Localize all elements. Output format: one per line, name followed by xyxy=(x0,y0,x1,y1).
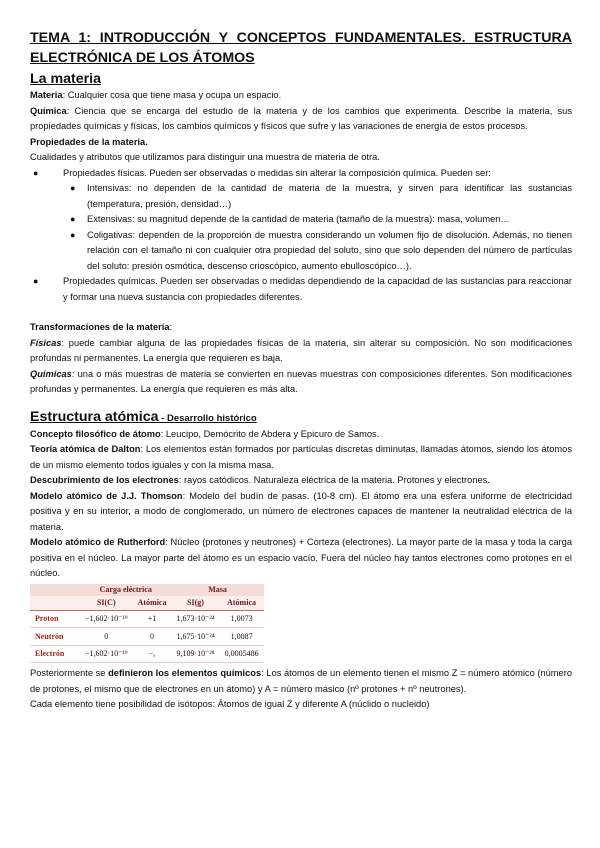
particle-table xyxy=(30,584,264,664)
header-atomic-mass: Atómica xyxy=(220,596,264,611)
list-item-extensive: ● Extensivas: su magnitud depende de la cantidad de materia (tamaño de la muestra): masa, volumen… xyxy=(70,214,510,224)
table-header-row xyxy=(30,596,264,611)
header-si-g: SI(g) xyxy=(171,596,219,611)
table-row: Proton −1,602·10⁻¹⁹ +1 1,673·10⁻²⁴ 1,0073 xyxy=(30,610,264,628)
electron-discovery: Descubrimiento de los electrones: rayos catódicos. Naturaleza eléctrica de la materia. Protones y electrones. xyxy=(30,475,490,485)
dalton-theory: Teoría atómica de Dalton: Los elementos están formados por partículas discretas diminutas, llamadas átomos, siendo los átomos de un mismo elemento todos iguales y con la misma masa. xyxy=(30,444,572,470)
list-item-intensive: ● Intensivas: no dependen de la cantidad de materia de la muestra, y sirven para identificar las sustancias (temperatura, presión, densidad…) xyxy=(70,183,572,209)
document-page xyxy=(30,28,572,713)
thomson-model: Modelo atómico de J.J. Thomson: Modelo del budín de pasas. (10-8 cm). El átomo era una esfera uniforme de electricidad positiva y en su interior, a modo de conglomerado, un número de electrones capaces de mantener la neutralidad eléctrica de la materia. xyxy=(30,490,572,532)
header-mass: Masa xyxy=(171,584,263,596)
header-si-c: SI(C) xyxy=(80,596,133,611)
chemical-elements-definition: Posteriormente se definieron los elementos químicos: Los átomos de un elemento tienen el mismo Z = número atómico (número de protones, el mismo que de electrones en un átomo) y A = número másico (nº protones + nº neutrones). xyxy=(30,668,572,694)
transformations-heading: Transformaciones de la materia: xyxy=(30,322,173,332)
table-row: Neutrón 0 0 1,675·10⁻²⁴ 1,0087 xyxy=(30,628,264,646)
rutherford-model: Modelo atómico de Rutherford: Núcleo (protones y neutrones) + Corteza (electrones). La mayor parte de la masa y toda la carga positiva en el núcleo. La mayor parte del átomo es un espacio vacío. Fuera del núcleo hay tantos electrones como protones en el núcleo. xyxy=(30,537,572,578)
list-item-chemical-properties: ● Propiedades químicas. Pueden ser observadas o medidas dependiendo de la capacidad de las sustancias para reaccionar y formar una nueva sustancia con propiedades diferentes. xyxy=(33,276,572,302)
chemical-transformation: Químicas: una o más muestras de materia se convierten en nuevas muestras con composiciones diferentes. Son modificaciones profundas y permanentes. La energía que requieren es más alta. xyxy=(30,368,572,394)
properties-heading: Propiedades de la materia. xyxy=(30,136,148,147)
section-heading-materia: La materia xyxy=(30,71,101,87)
table-header-group-row xyxy=(30,584,264,596)
properties-intro: Cualidades y atributos que utilizamos para distinguir una muestra de materia de otra. xyxy=(30,152,380,162)
list-item-colligative: ● Coligativas: dependen de la proporción de muestra considerando un volumen fijo de disolución. Además, no tienen relación con el tamaño ni con cualquier otra propiedad del soluto, sino que solo dependen del número de partículas del soluto: presión osmótica, descenso crioscópico, aumento ebulloscópico…). xyxy=(70,229,572,271)
materia-definition: Materia: Cualquier cosa que tiene masa y ocupa un espacio. xyxy=(30,90,282,100)
section-heading-atomic-structure: Estructura atómica - Desarrollo histórico xyxy=(30,408,257,425)
isotopes-definition: Cada elemento tiene posibilidad de isótopos: Átomos de igual Z y diferente A (núclido o nucleido) xyxy=(30,699,430,709)
physical-transformation: Físicas: puede cambiar alguna de las propiedades físicas de la materia, sin alterar su composición. No son modificaciones profundas ni permanentes. La energía que requieren es baja. xyxy=(30,337,572,363)
list-item-physical-properties: ● Propiedades físicas. Pueden ser observadas o medidas sin alterar la composición química. Pueden ser: xyxy=(33,167,491,178)
philosophical-concept: Concepto filosófico de átomo: Leucipo, Demócrito de Abdera y Epicuro de Samos. xyxy=(30,428,380,439)
quimica-definition: Química: Ciencia que se encarga del estudio de la materia y de los cambios que experimenta. Describe la materia, sus propiedades químicas y físicas, los cambios químicos y físicos que sufre y las variaciones de energía de estos procesos. xyxy=(30,105,572,131)
table-row: Electrón −1,602·10⁻¹⁹ −, 9,109·10⁻²⁸ 0,0005486 xyxy=(30,645,264,663)
header-charge: Carga eléctrica xyxy=(80,584,171,596)
page-title: TEMA 1: INTRODUCCIÓN Y CONCEPTOS FUNDAMENTALES. ESTRUCTURA ELECTRÓNICA DE LOS ÁTOMOS xyxy=(30,30,572,66)
header-atomic-charge: Atómica xyxy=(133,596,172,611)
